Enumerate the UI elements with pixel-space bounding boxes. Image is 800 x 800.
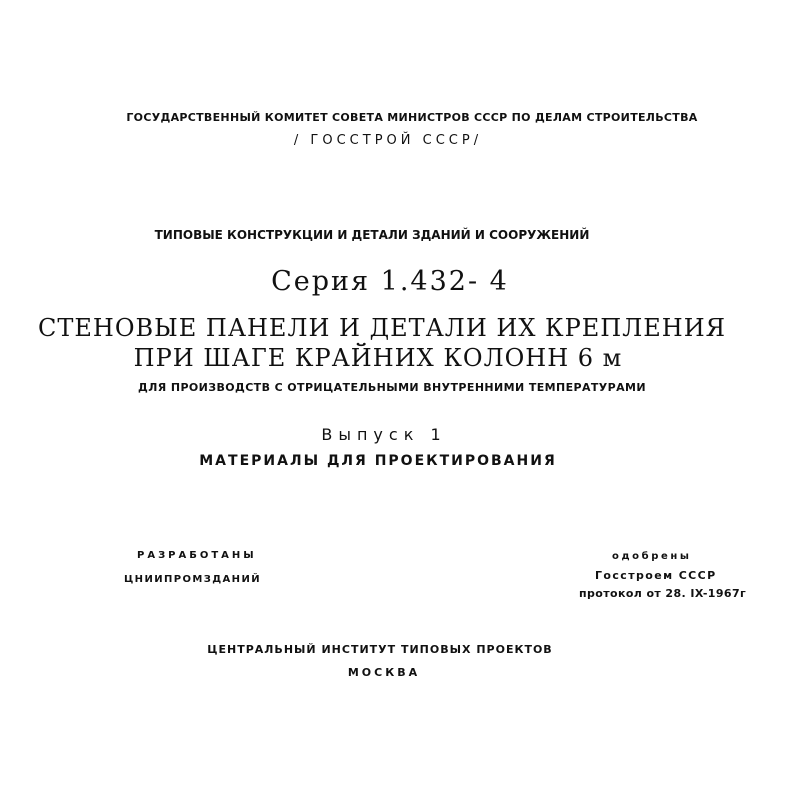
developed-label: РАЗРАБОТАНЫ bbox=[137, 550, 257, 561]
developer-organization: ЦНИИПРОМЗДАНИЙ bbox=[124, 574, 261, 585]
organization-name: ГОСУДАРСТВЕННЫЙ КОМИТЕТ СОВЕТА МИНИСТРОВ СССР ПО ДЕЛАМ СТРОИТЕЛЬСТВА bbox=[126, 111, 698, 124]
organization-short-name: / ГОССТРОЙ СССР/ bbox=[293, 133, 483, 148]
publisher-city: МОСКВА bbox=[347, 666, 421, 679]
issue-label: Выпуск 1 bbox=[321, 425, 447, 444]
issue-title: МАТЕРИАЛЫ ДЛЯ ПРОЕКТИРОВАНИЯ bbox=[199, 453, 557, 469]
series-number: Серия 1.432- 4 bbox=[271, 266, 509, 297]
collection-title: ТИПОВЫЕ КОНСТРУКЦИИ И ДЕТАЛИ ЗДАНИЙ И СООРУЖЕНИЙ bbox=[154, 228, 590, 242]
document-title-line-1: СТЕНОВЫЕ ПАНЕЛИ И ДЕТАЛИ ИХ КРЕПЛЕНИЯ bbox=[38, 314, 726, 342]
document-purpose: ДЛЯ ПРОИЗВОДСТВ С ОТРИЦАТЕЛЬНЫМИ ВНУТРЕННИМИ ТЕМПЕРАТУРАМИ bbox=[138, 381, 646, 394]
approved-by: Госстроем СССР bbox=[595, 569, 717, 582]
publisher-institute: ЦЕНТРАЛЬНЫЙ ИНСТИТУТ ТИПОВЫХ ПРОЕКТОВ bbox=[207, 643, 553, 656]
approved-label: одобрены bbox=[612, 551, 692, 562]
document-title-line-2: ПРИ ШАГЕ КРАЙНИХ КОЛОНН 6 м bbox=[133, 344, 623, 372]
approval-protocol: протокол от 28. IX-1967г bbox=[579, 587, 747, 600]
